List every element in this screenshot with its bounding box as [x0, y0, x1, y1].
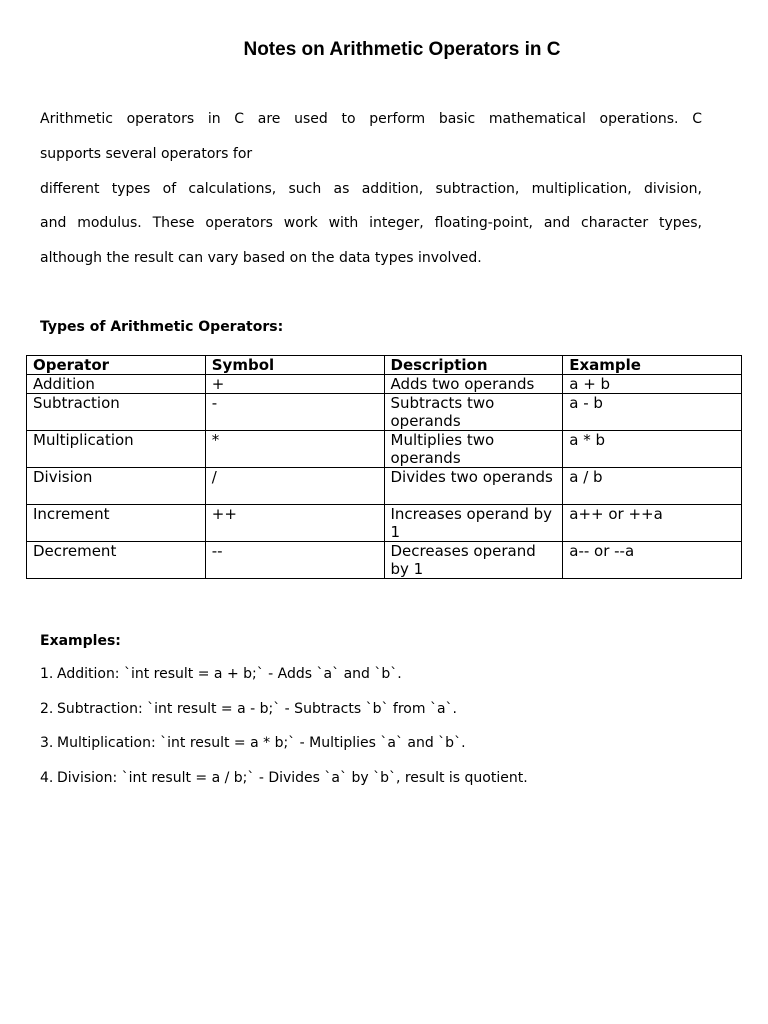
- cell-symbol: ++: [205, 505, 384, 542]
- cell-example: a - b: [563, 394, 742, 431]
- cell-symbol: *: [205, 431, 384, 468]
- cell-description: Divides two operands: [384, 468, 563, 505]
- cell-example: a-- or --a: [563, 542, 742, 579]
- example-text: Multiplication: `int result = a * b;` - Multiplies `a` and `b`.: [57, 735, 466, 751]
- cell-operator: Decrement: [27, 542, 206, 579]
- table-row: [27, 468, 742, 505]
- cell-operator: Subtraction: [27, 394, 206, 431]
- header-symbol: Symbol: [205, 356, 384, 375]
- page-title: Notes on Arithmetic Operators in C: [243, 39, 561, 60]
- intro-line-1: Arithmetic operators in C are used to perform basic mathematical operations. C: [40, 111, 702, 127]
- example-text: Addition: `int result = a + b;` - Adds `a` and `b`.: [57, 666, 402, 682]
- table-row: [27, 431, 742, 468]
- list-number: 1.: [40, 666, 54, 682]
- intro-line-5: although the result can vary based on the data types involved.: [40, 250, 482, 266]
- list-number: 2.: [40, 700, 54, 717]
- list-item: [40, 700, 528, 718]
- cell-operator: Increment: [27, 505, 206, 542]
- cell-operator: Multiplication: [27, 431, 206, 468]
- types-heading: Types of Arithmetic Operators:: [40, 319, 284, 335]
- intro-line-3: different types of calculations, such as addition, subtraction, multiplication, division,: [40, 181, 702, 197]
- cell-symbol: /: [205, 468, 384, 505]
- examples-list: [40, 665, 528, 803]
- list-item: [40, 665, 528, 683]
- table-header-row: [27, 356, 742, 375]
- examples-heading: Examples:: [40, 633, 121, 649]
- cell-example: a + b: [563, 375, 742, 394]
- list-number: 3.: [40, 735, 54, 751]
- cell-description: Multiplies two operands: [384, 431, 563, 468]
- table-row: [27, 505, 742, 542]
- intro-line-2: supports several operators for: [40, 146, 253, 162]
- header-example: Example: [563, 356, 742, 375]
- cell-description: Subtracts two operands: [384, 394, 563, 431]
- cell-operator: Addition: [27, 375, 206, 394]
- header-operator: Operator: [27, 356, 206, 375]
- cell-symbol: +: [205, 375, 384, 394]
- intro-line-4: and modulus. These operators work with integer, floating-point, and character types,: [40, 215, 702, 231]
- table-row: [27, 542, 742, 579]
- cell-operator: Division: [27, 468, 206, 505]
- example-text: Subtraction: `int result = a - b;` - Subtracts `b` from `a`.: [57, 700, 457, 717]
- list-item: [40, 769, 528, 787]
- cell-symbol: --: [205, 542, 384, 579]
- header-description: Description: [384, 356, 563, 375]
- cell-description: Increases operand by 1: [384, 505, 563, 542]
- cell-example: a * b: [563, 431, 742, 468]
- list-number: 4.: [40, 769, 54, 786]
- cell-description: Decreases operand by 1: [384, 542, 563, 579]
- example-text: Division: `int result = a / b;` - Divides `a` by `b`, result is quotient.: [57, 769, 528, 786]
- cell-description: Adds two operands: [384, 375, 563, 394]
- table-row: [27, 375, 742, 394]
- cell-example: a++ or ++a: [563, 505, 742, 542]
- table-row: [27, 394, 742, 431]
- operators-table: [26, 355, 742, 579]
- cell-symbol: -: [205, 394, 384, 431]
- list-item: [40, 734, 528, 752]
- cell-example: a / b: [563, 468, 742, 505]
